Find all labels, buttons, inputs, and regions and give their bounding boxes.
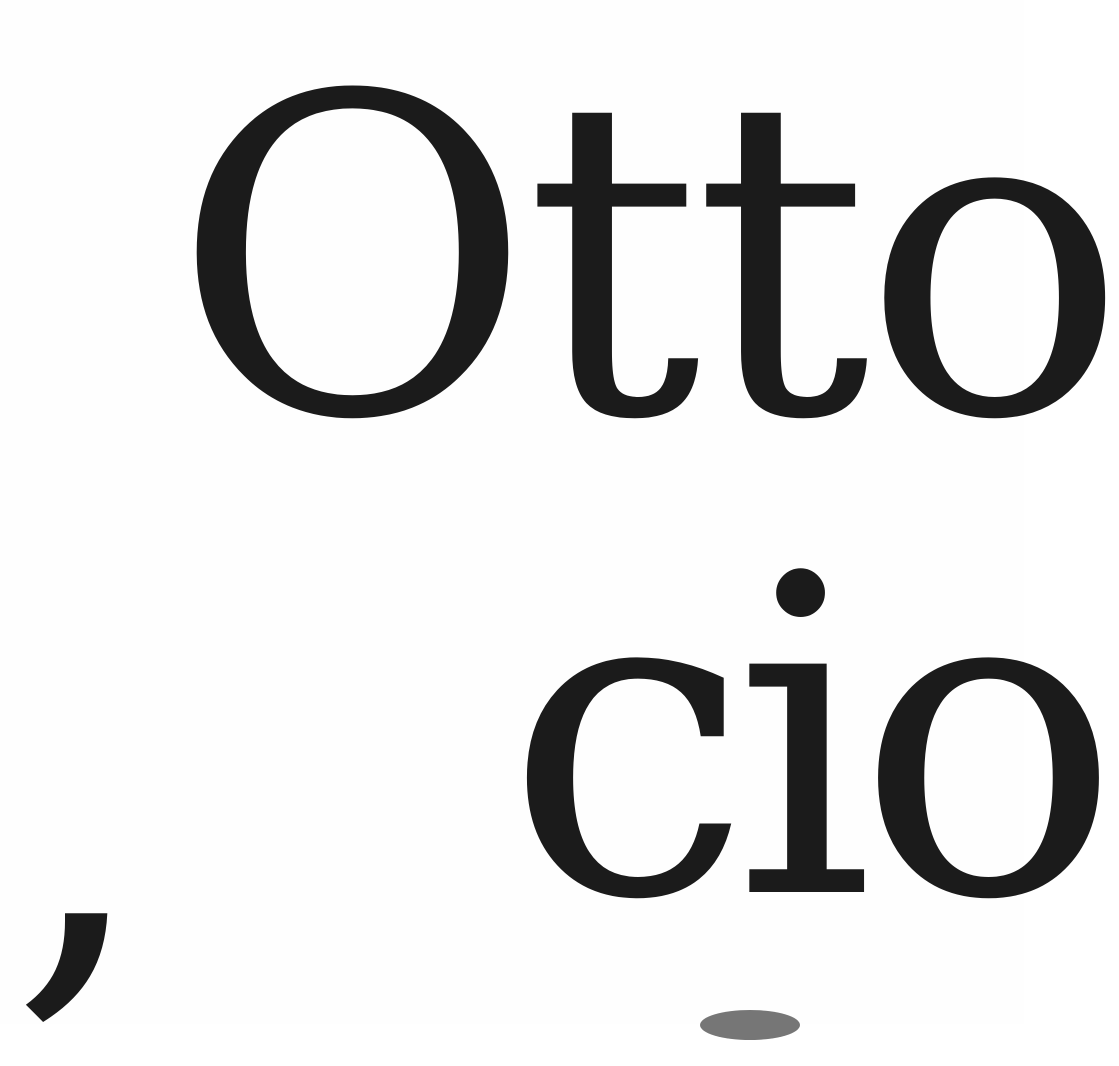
text-line-otto: Otto (172, 4, 1119, 516)
text-comma: , (10, 554, 150, 1066)
text-line-cio: cio (505, 484, 1104, 996)
partial-glyph-bottom (700, 1010, 800, 1040)
